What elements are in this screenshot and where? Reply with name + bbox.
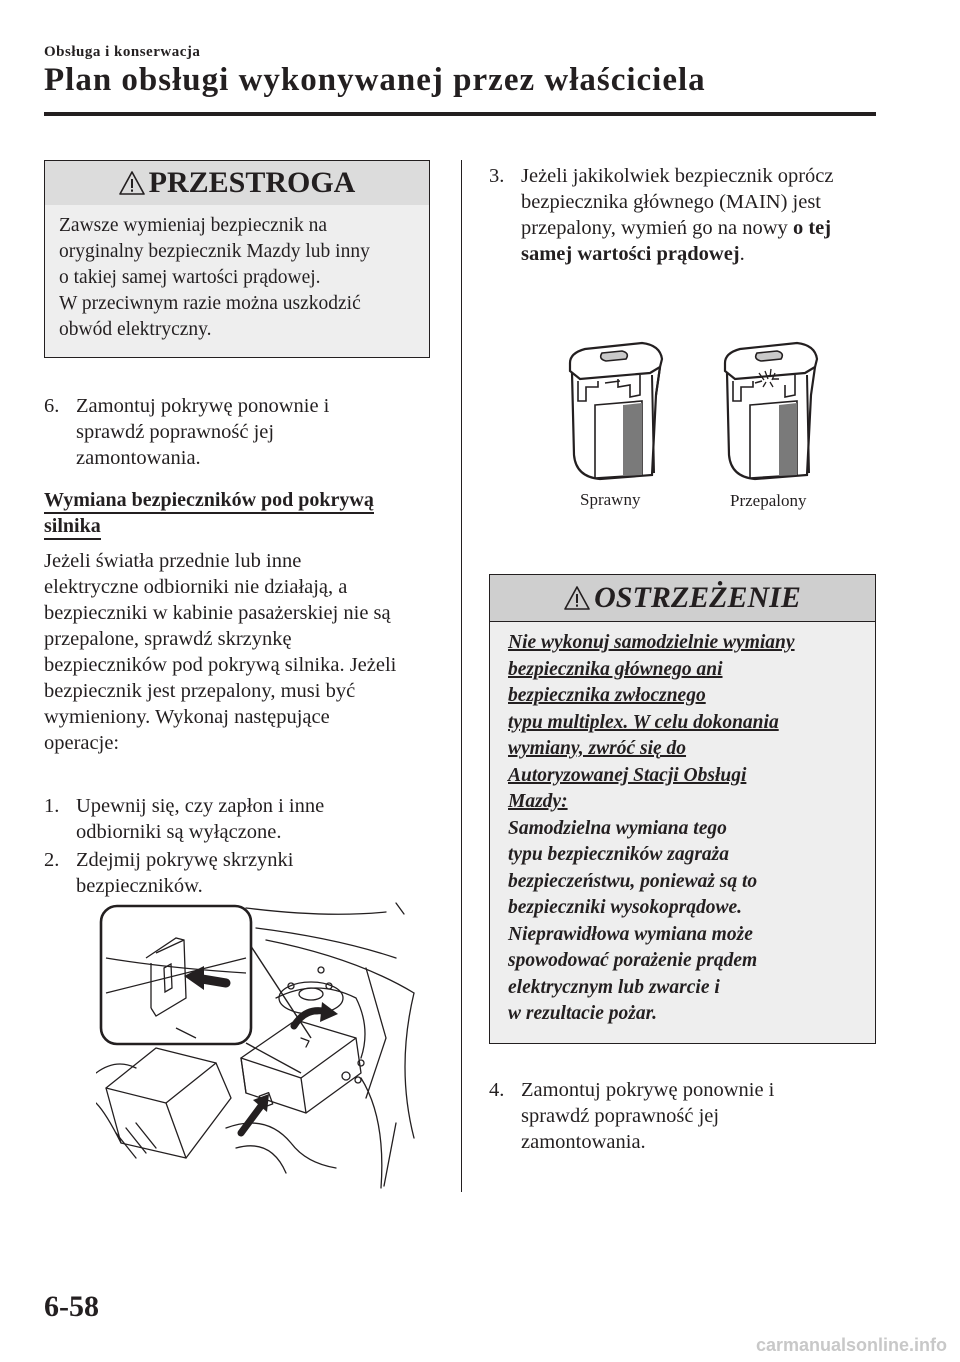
step-line: Jeżeli jakikolwiek bezpiecznik oprócz	[521, 165, 834, 187]
caution-line: Zawsze wymieniaj bezpiecznik na	[59, 215, 328, 236]
step-line: Upewnij się, czy zapłon i inne	[76, 795, 325, 817]
caution-heading-row	[45, 161, 429, 205]
step-line: Zdejmij pokrywę skrzynki	[76, 849, 294, 871]
fuse-good-icon	[570, 343, 662, 480]
warning-line: Nieprawidłowa wymiana może	[508, 923, 753, 945]
column-divider	[461, 160, 462, 1192]
warning-line: Samodzielna wymiana tego	[508, 817, 727, 839]
caution-box	[44, 160, 430, 358]
subheading	[44, 487, 444, 539]
paragraph-line: Jeżeli światła przednie lub inne	[44, 550, 302, 572]
warning-box	[489, 574, 876, 1044]
step-line: sprawdź poprawność jej	[521, 1105, 720, 1127]
caution-line: o takiej samej wartości prądowej.	[59, 267, 321, 288]
paragraph-line: bezpiecznik jest przepalony, musi być	[44, 680, 356, 702]
paragraph-line: elektryczne odbiorniki nie działają, a	[44, 576, 348, 598]
step-line: Zamontuj pokrywę ponownie i	[76, 395, 330, 417]
step-number: 4.	[489, 1079, 505, 1101]
warning-heading: OSTRZEŻENIE	[594, 581, 801, 614]
paragraph-line: bezpieczników pod pokrywą silnika. Jeżeli	[44, 654, 397, 676]
subheading-line: silnika	[44, 515, 101, 540]
step-4	[489, 1077, 879, 1157]
step-number: 2.	[44, 849, 60, 871]
page-title: Plan obsługi wykonywanej przez właściciela	[44, 62, 706, 98]
step-line: zamontowania.	[76, 447, 201, 469]
fuse-caption-good: Sprawny	[580, 490, 641, 509]
caution-line: oryginalny bezpiecznik Mazdy lub inny	[59, 241, 370, 262]
warning-line: bezpieczniki wysokoprądowe.	[508, 897, 742, 918]
step-3	[489, 163, 879, 269]
fuse-caption-blown: Przepalony	[730, 491, 807, 510]
step-line: sprawdź poprawność jej	[76, 421, 275, 443]
step-text: .	[739, 243, 745, 265]
warning-line: spowodować porażenie prądem	[508, 950, 758, 971]
warning-underlined-line: bezpiecznika zwłocznego	[508, 685, 706, 706]
fuse-comparison-illustration	[560, 335, 840, 485]
step-2	[44, 847, 444, 901]
step-number: 6.	[44, 395, 60, 417]
step-line: odbiorniki są wyłączone.	[76, 821, 282, 843]
fuse-blown-icon	[725, 343, 817, 479]
subheading-line: Wymiana bezpieczników pod pokrywą	[44, 489, 374, 514]
step-line: Zamontuj pokrywę ponownie i	[521, 1079, 775, 1101]
step-line: zamontowania.	[521, 1131, 646, 1153]
step-number: 1.	[44, 795, 60, 817]
warning-underlined-line: wymiany, zwróć się do	[508, 738, 687, 759]
caution-line: obwód elektryczny.	[59, 319, 212, 340]
step-text: przepalony, wymień go na nowy	[521, 217, 793, 239]
warning-line: bezpieczeństwu, ponieważ są to	[508, 870, 758, 892]
step-line: bezpieczników.	[76, 875, 203, 897]
caution-text	[59, 213, 419, 343]
step-line-mixed	[521, 241, 834, 267]
engine-fuse-box-illustration	[96, 898, 426, 1193]
body-paragraph	[44, 548, 454, 756]
warning-triangle-icon	[119, 171, 145, 195]
step-6	[44, 393, 444, 473]
warning-underlined-line: Nie wykonuj samodzielnie wymiany	[508, 632, 795, 653]
caution-heading: PRZESTROGA	[148, 166, 356, 199]
paragraph-line: wymieniony. Wykonaj następujące	[44, 706, 330, 728]
paragraph-line: bezpieczniki w kabinie pasażerskiej nie są	[44, 602, 391, 624]
watermark: carmanualsonline.info	[756, 1335, 948, 1355]
warning-underlined-line: bezpiecznika głównego ani	[508, 658, 723, 680]
step-1	[44, 793, 444, 847]
warning-underlined-line: Mazdy:	[508, 791, 568, 812]
warning-heading-row	[490, 575, 875, 621]
title-rule	[44, 112, 876, 116]
page-number: 6-58	[44, 1290, 99, 1323]
step-line-mixed	[521, 215, 834, 241]
paragraph-line: przepalone, sprawdź skrzynkę	[44, 628, 292, 650]
step-number: 3.	[489, 165, 505, 187]
warning-line: typu bezpieczników zagraża	[508, 844, 730, 865]
warning-triangle-icon	[564, 586, 590, 610]
warning-underlined-line: Autoryzowanej Stacji Obsługi	[508, 764, 747, 786]
warning-text	[508, 630, 863, 1028]
step-line: bezpiecznika głównego (MAIN) jest	[521, 191, 821, 213]
caution-line: W przeciwnym razie można uszkodzić	[59, 293, 361, 314]
section-label: Obsługa i konserwacja	[44, 44, 201, 60]
warning-underlined-line: typu multiplex. W celu dokonania	[508, 711, 779, 733]
step-bold-text: samej wartości prądowej	[521, 243, 740, 265]
warning-line: w rezultacie pożar.	[508, 1003, 657, 1024]
paragraph-line: operacje:	[44, 732, 120, 754]
warning-line: elektrycznym lub zwarcie i	[508, 976, 720, 998]
step-bold-text: o tej	[792, 217, 832, 239]
